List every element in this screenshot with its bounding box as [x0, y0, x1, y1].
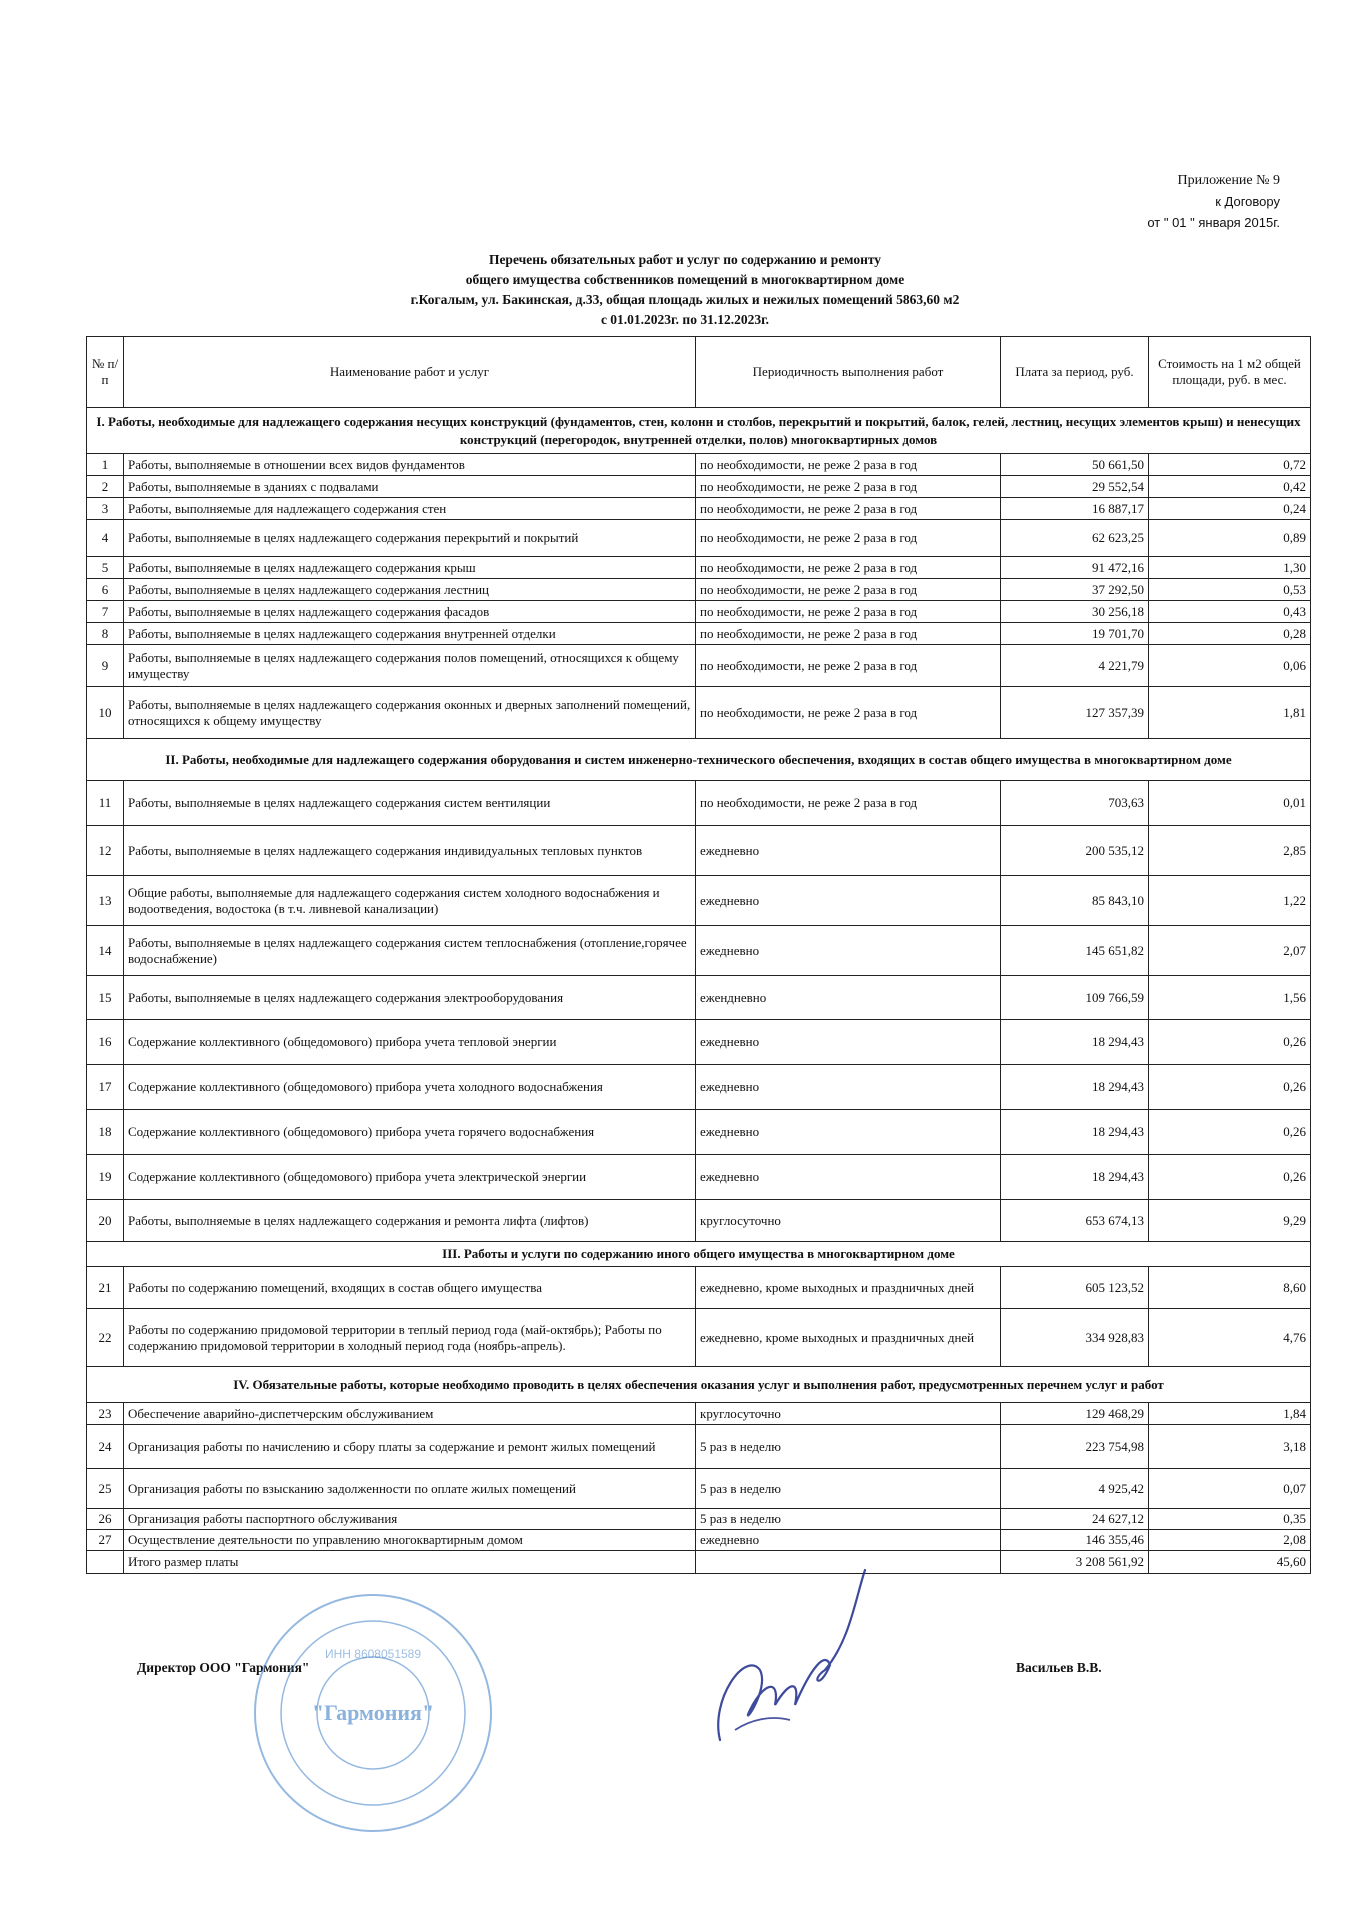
row-payment: 24 627,12 — [1001, 1509, 1149, 1530]
row-payment: 129 468,29 — [1001, 1403, 1149, 1425]
row-number: 1 — [87, 454, 124, 476]
table-row — [87, 687, 1311, 739]
row-number: 20 — [87, 1200, 124, 1242]
table-row — [87, 926, 1311, 976]
row-period: 5 раз в неделю — [696, 1425, 1001, 1469]
row-work-name: Работы, выполняемые в отношении всех видов фундаментов — [124, 454, 696, 476]
table-row — [87, 1403, 1311, 1425]
row-work-name: Организация работы по взысканию задолженности по оплате жилых помещений — [124, 1469, 696, 1509]
row-payment: 653 674,13 — [1001, 1200, 1149, 1242]
header-payment: Плата за период, руб. — [1001, 337, 1149, 408]
section-title: I. Работы, необходимые для надлежащего содержания несущих конструкций (фундаментов, стен, колонн и столбов, перекрытий и покрытий, балок, гелей, лестниц, несущих элементов крыш) и ненесущих конструкций (перегородок, внутренней отделки, полов) многоквартирных домов — [87, 408, 1311, 454]
section-title: II. Работы, необходимые для надлежащего содержания оборудования и систем инженерно-технического обеспечения, входящих в состав общего имущества в многоквартирном доме — [87, 739, 1311, 781]
row-number: 25 — [87, 1469, 124, 1509]
row-period: по необходимости, не реже 2 раза в год — [696, 579, 1001, 601]
row-number: 9 — [87, 645, 124, 687]
row-payment: 18 294,43 — [1001, 1110, 1149, 1155]
row-work-name: Организация работы по начислению и сбору платы за содержание и ремонт жилых помещений — [124, 1425, 696, 1469]
row-rate: 9,29 — [1149, 1200, 1311, 1242]
row-payment: 37 292,50 — [1001, 579, 1149, 601]
row-work-name: Содержание коллективного (общедомового) прибора учета электрической энергии — [124, 1155, 696, 1200]
row-work-name: Работы, выполняемые в зданиях с подвалами — [124, 476, 696, 498]
section-header-row — [87, 739, 1311, 781]
row-rate: 1,56 — [1149, 976, 1311, 1020]
table-row — [87, 520, 1311, 557]
row-period: ежедневно — [696, 876, 1001, 926]
row-period: ежедневно, кроме выходных и праздничных дней — [696, 1267, 1001, 1309]
row-rate: 0,01 — [1149, 781, 1311, 826]
table-row — [87, 1425, 1311, 1469]
row-payment: 334 928,83 — [1001, 1309, 1149, 1367]
row-number: 7 — [87, 601, 124, 623]
works-table — [86, 336, 1311, 1574]
row-payment: 145 651,82 — [1001, 926, 1149, 976]
row-rate: 0,26 — [1149, 1020, 1311, 1065]
header-num: № п/п — [87, 337, 124, 408]
row-work-name: Работы по содержанию придомовой территории в теплый период года (май-октябрь); Работы по содержанию придомовой территории в холодный период года (ноябрь-апрель). — [124, 1309, 696, 1367]
row-work-name: Работы, выполняемые в целях надлежащего содержания полов помещений, относящихся к общему имуществу — [124, 645, 696, 687]
table-row — [87, 976, 1311, 1020]
row-rate: 8,60 — [1149, 1267, 1311, 1309]
row-number: 16 — [87, 1020, 124, 1065]
row-work-name: Работы, выполняемые в целях надлежащего содержания и ремонта лифта (лифтов) — [124, 1200, 696, 1242]
title-line-3: г.Когалым, ул. Бакинская, д.33, общая площадь жилых и нежилых помещений 5863,60 м2 — [410, 292, 960, 307]
row-rate: 3,18 — [1149, 1425, 1311, 1469]
row-work-name: Работы, выполняемые в целях надлежащего содержания внутренней отделки — [124, 623, 696, 645]
row-period: 5 раз в неделю — [696, 1469, 1001, 1509]
row-rate: 0,42 — [1149, 476, 1311, 498]
row-period: ежедневно — [696, 1155, 1001, 1200]
row-period: ежедневно — [696, 1065, 1001, 1110]
row-rate: 4,76 — [1149, 1309, 1311, 1367]
row-period: по необходимости, не реже 2 раза в год — [696, 781, 1001, 826]
row-work-name: Организация работы паспортного обслуживания — [124, 1509, 696, 1530]
row-work-name: Обеспечение аварийно-диспетчерским обслуживанием — [124, 1403, 696, 1425]
row-period: ежедневно — [696, 826, 1001, 876]
table-row — [87, 1155, 1311, 1200]
stamp-inn-text: ИНН 8608051589 — [324, 1647, 422, 1661]
row-number: 14 — [87, 926, 124, 976]
handwritten-signature — [650, 1530, 900, 1780]
row-work-name: Работы, выполняемые в целях надлежащего содержания индивидуальных тепловых пунктов — [124, 826, 696, 876]
appendix-header — [1147, 170, 1280, 233]
row-period: круглосуточно — [696, 1200, 1001, 1242]
table-row — [87, 498, 1311, 520]
row-period: ежендневно — [696, 976, 1001, 1020]
row-number: 19 — [87, 1155, 124, 1200]
row-number: 2 — [87, 476, 124, 498]
row-work-name: Содержание коллективного (общедомового) прибора учета горячего водоснабжения — [124, 1110, 696, 1155]
row-number: 12 — [87, 826, 124, 876]
row-period: ежедневно — [696, 926, 1001, 976]
row-number: 11 — [87, 781, 124, 826]
row-number: 21 — [87, 1267, 124, 1309]
row-rate: 2,07 — [1149, 926, 1311, 976]
row-period: по необходимости, не реже 2 раза в год — [696, 601, 1001, 623]
appendix-number: Приложение № 9 — [1177, 173, 1280, 188]
row-number: 13 — [87, 876, 124, 926]
title-line-2: общего имущества собственников помещений в многоквартирном доме — [465, 272, 905, 287]
row-rate: 2,85 — [1149, 826, 1311, 876]
row-number: 10 — [87, 687, 124, 739]
row-work-name: Работы, выполняемые в целях надлежащего содержания систем теплоснабжения (отопление,горячее водоснабжение) — [124, 926, 696, 976]
row-work-name: Работы, выполняемые в целях надлежащего содержания электрооборудования — [124, 976, 696, 1020]
row-work-name: Работы, выполняемые в целях надлежащего содержания систем вентиляции — [124, 781, 696, 826]
row-number: 24 — [87, 1425, 124, 1469]
row-rate: 0,24 — [1149, 498, 1311, 520]
table-row — [87, 645, 1311, 687]
appendix-contract: к Договору — [1215, 194, 1280, 209]
section-title: III. Работы и услуги по содержанию иного общего имущества в многоквартирном доме — [87, 1242, 1311, 1267]
row-rate: 0,26 — [1149, 1110, 1311, 1155]
row-number: 22 — [87, 1309, 124, 1367]
table-row — [87, 454, 1311, 476]
row-period: ежедневно, кроме выходных и праздничных дней — [696, 1309, 1001, 1367]
row-payment: 19 701,70 — [1001, 623, 1149, 645]
table-header-row — [87, 337, 1311, 408]
row-rate: 0,35 — [1149, 1509, 1311, 1530]
row-period: по необходимости, не реже 2 раза в год — [696, 476, 1001, 498]
title-line-1: Перечень обязательных работ и услуг по содержанию и ремонту — [488, 252, 882, 267]
section-header-row — [87, 1242, 1311, 1267]
table-row — [87, 1267, 1311, 1309]
row-number: 5 — [87, 557, 124, 579]
header-rate: Стоимость на 1 м2 общей площади, руб. в мес. — [1149, 337, 1311, 408]
stamp-center-text: "Гармония" — [311, 1700, 435, 1725]
row-period: ежедневно — [696, 1530, 1001, 1551]
row-work-name: Осуществление деятельности по управлению многоквартирным домом — [124, 1530, 696, 1551]
row-payment: 18 294,43 — [1001, 1155, 1149, 1200]
table-row — [87, 476, 1311, 498]
row-work-name: Содержание коллективного (общедомового) прибора учета тепловой энергии — [124, 1020, 696, 1065]
row-payment: 18 294,43 — [1001, 1020, 1149, 1065]
row-rate: 0,26 — [1149, 1155, 1311, 1200]
row-rate: 0,43 — [1149, 601, 1311, 623]
row-rate: 0,72 — [1149, 454, 1311, 476]
row-work-name: Работы, выполняемые в целях надлежащего содержания лестниц — [124, 579, 696, 601]
section-title: IV. Обязательные работы, которые необходимо проводить в целях обеспечения оказания услуг и выполнения работ, предусмотренных перечнем услуг и работ — [87, 1367, 1311, 1403]
row-payment: 223 754,98 — [1001, 1425, 1149, 1469]
table-row — [87, 826, 1311, 876]
row-number: 4 — [87, 520, 124, 557]
row-work-name: Содержание коллективного (общедомового) прибора учета холодного водоснабжения — [124, 1065, 696, 1110]
row-rate: 1,30 — [1149, 557, 1311, 579]
row-work-name: Работы, выполняемые в целях надлежащего содержания перекрытий и покрытий — [124, 520, 696, 557]
total-rate: 45,60 — [1149, 1551, 1311, 1574]
row-number: 15 — [87, 976, 124, 1020]
appendix-date: от " 01 " января 2015г. — [1147, 215, 1280, 230]
row-payment: 29 552,54 — [1001, 476, 1149, 498]
row-payment: 50 661,50 — [1001, 454, 1149, 476]
table-row — [87, 876, 1311, 926]
row-period: ежедневно — [696, 1020, 1001, 1065]
row-rate: 0,28 — [1149, 623, 1311, 645]
row-number: 18 — [87, 1110, 124, 1155]
row-number: 26 — [87, 1509, 124, 1530]
row-rate: 0,06 — [1149, 645, 1311, 687]
header-period: Периодичность выполнения работ — [696, 337, 1001, 408]
row-payment: 4 925,42 — [1001, 1469, 1149, 1509]
row-work-name: Работы, выполняемые в целях надлежащего содержания фасадов — [124, 601, 696, 623]
section-header-row — [87, 408, 1311, 454]
row-rate: 0,07 — [1149, 1469, 1311, 1509]
row-rate: 0,53 — [1149, 579, 1311, 601]
row-payment: 91 472,16 — [1001, 557, 1149, 579]
row-number: 3 — [87, 498, 124, 520]
total-num-cell — [87, 1551, 124, 1574]
row-period: по необходимости, не реже 2 раза в год — [696, 498, 1001, 520]
section-header-row — [87, 1367, 1311, 1403]
row-payment: 30 256,18 — [1001, 601, 1149, 623]
table-row — [87, 1020, 1311, 1065]
row-number: 27 — [87, 1530, 124, 1551]
row-payment: 703,63 — [1001, 781, 1149, 826]
row-work-name: Работы по содержанию помещений, входящих в состав общего имущества — [124, 1267, 696, 1309]
title-line-4: с 01.01.2023г. по 31.12.2023г. — [600, 312, 770, 327]
table-row — [87, 623, 1311, 645]
row-payment: 146 355,46 — [1001, 1530, 1149, 1551]
total-payment: 3 208 561,92 — [1001, 1551, 1149, 1574]
header-name: Наименование работ и услуг — [124, 337, 696, 408]
document-title — [0, 250, 1370, 330]
row-period: 5 раз в неделю — [696, 1509, 1001, 1530]
row-work-name: Работы, выполняемые для надлежащего содержания стен — [124, 498, 696, 520]
row-rate: 2,08 — [1149, 1530, 1311, 1551]
row-rate: 0,26 — [1149, 1065, 1311, 1110]
row-payment: 605 123,52 — [1001, 1267, 1149, 1309]
row-period: по необходимости, не реже 2 раза в год — [696, 520, 1001, 557]
row-work-name: Общие работы, выполняемые для надлежащего содержания систем холодного водоснабжения и водоотведения, водостока (в т.ч. ливневой канализации) — [124, 876, 696, 926]
row-rate: 1,22 — [1149, 876, 1311, 926]
table-row — [87, 781, 1311, 826]
table-row — [87, 1065, 1311, 1110]
row-period: по необходимости, не реже 2 раза в год — [696, 557, 1001, 579]
row-period: круглосуточно — [696, 1403, 1001, 1425]
table-row — [87, 1509, 1311, 1530]
row-payment: 4 221,79 — [1001, 645, 1149, 687]
row-number: 17 — [87, 1065, 124, 1110]
table-row — [87, 579, 1311, 601]
table-body — [87, 408, 1311, 1574]
row-period: ежедневно — [696, 1110, 1001, 1155]
company-stamp — [248, 1588, 498, 1838]
row-work-name: Работы, выполняемые в целях надлежащего содержания крыш — [124, 557, 696, 579]
row-number: 8 — [87, 623, 124, 645]
table-row — [87, 601, 1311, 623]
table-row — [87, 557, 1311, 579]
row-rate: 1,84 — [1149, 1403, 1311, 1425]
row-payment: 109 766,59 — [1001, 976, 1149, 1020]
row-rate: 1,81 — [1149, 687, 1311, 739]
row-period: по необходимости, не реже 2 раза в год — [696, 687, 1001, 739]
row-work-name: Работы, выполняемые в целях надлежащего содержания оконных и дверных заполнений помещений, относящихся к общему имуществу — [124, 687, 696, 739]
table-row — [87, 1200, 1311, 1242]
director-title: Директор ООО "Гармония" — [137, 1660, 310, 1675]
table-row — [87, 1309, 1311, 1367]
row-rate: 0,89 — [1149, 520, 1311, 557]
row-payment: 16 887,17 — [1001, 498, 1149, 520]
total-label: Итого размер платы — [124, 1551, 696, 1574]
row-number: 6 — [87, 579, 124, 601]
signer-name: Васильев В.В. — [1016, 1660, 1102, 1675]
row-number: 23 — [87, 1403, 124, 1425]
row-period: по необходимости, не реже 2 раза в год — [696, 645, 1001, 687]
row-payment: 127 357,39 — [1001, 687, 1149, 739]
row-payment: 62 623,25 — [1001, 520, 1149, 557]
table-row — [87, 1469, 1311, 1509]
row-payment: 200 535,12 — [1001, 826, 1149, 876]
row-payment: 85 843,10 — [1001, 876, 1149, 926]
table-row — [87, 1110, 1311, 1155]
row-payment: 18 294,43 — [1001, 1065, 1149, 1110]
row-period: по необходимости, не реже 2 раза в год — [696, 623, 1001, 645]
row-period: по необходимости, не реже 2 раза в год — [696, 454, 1001, 476]
